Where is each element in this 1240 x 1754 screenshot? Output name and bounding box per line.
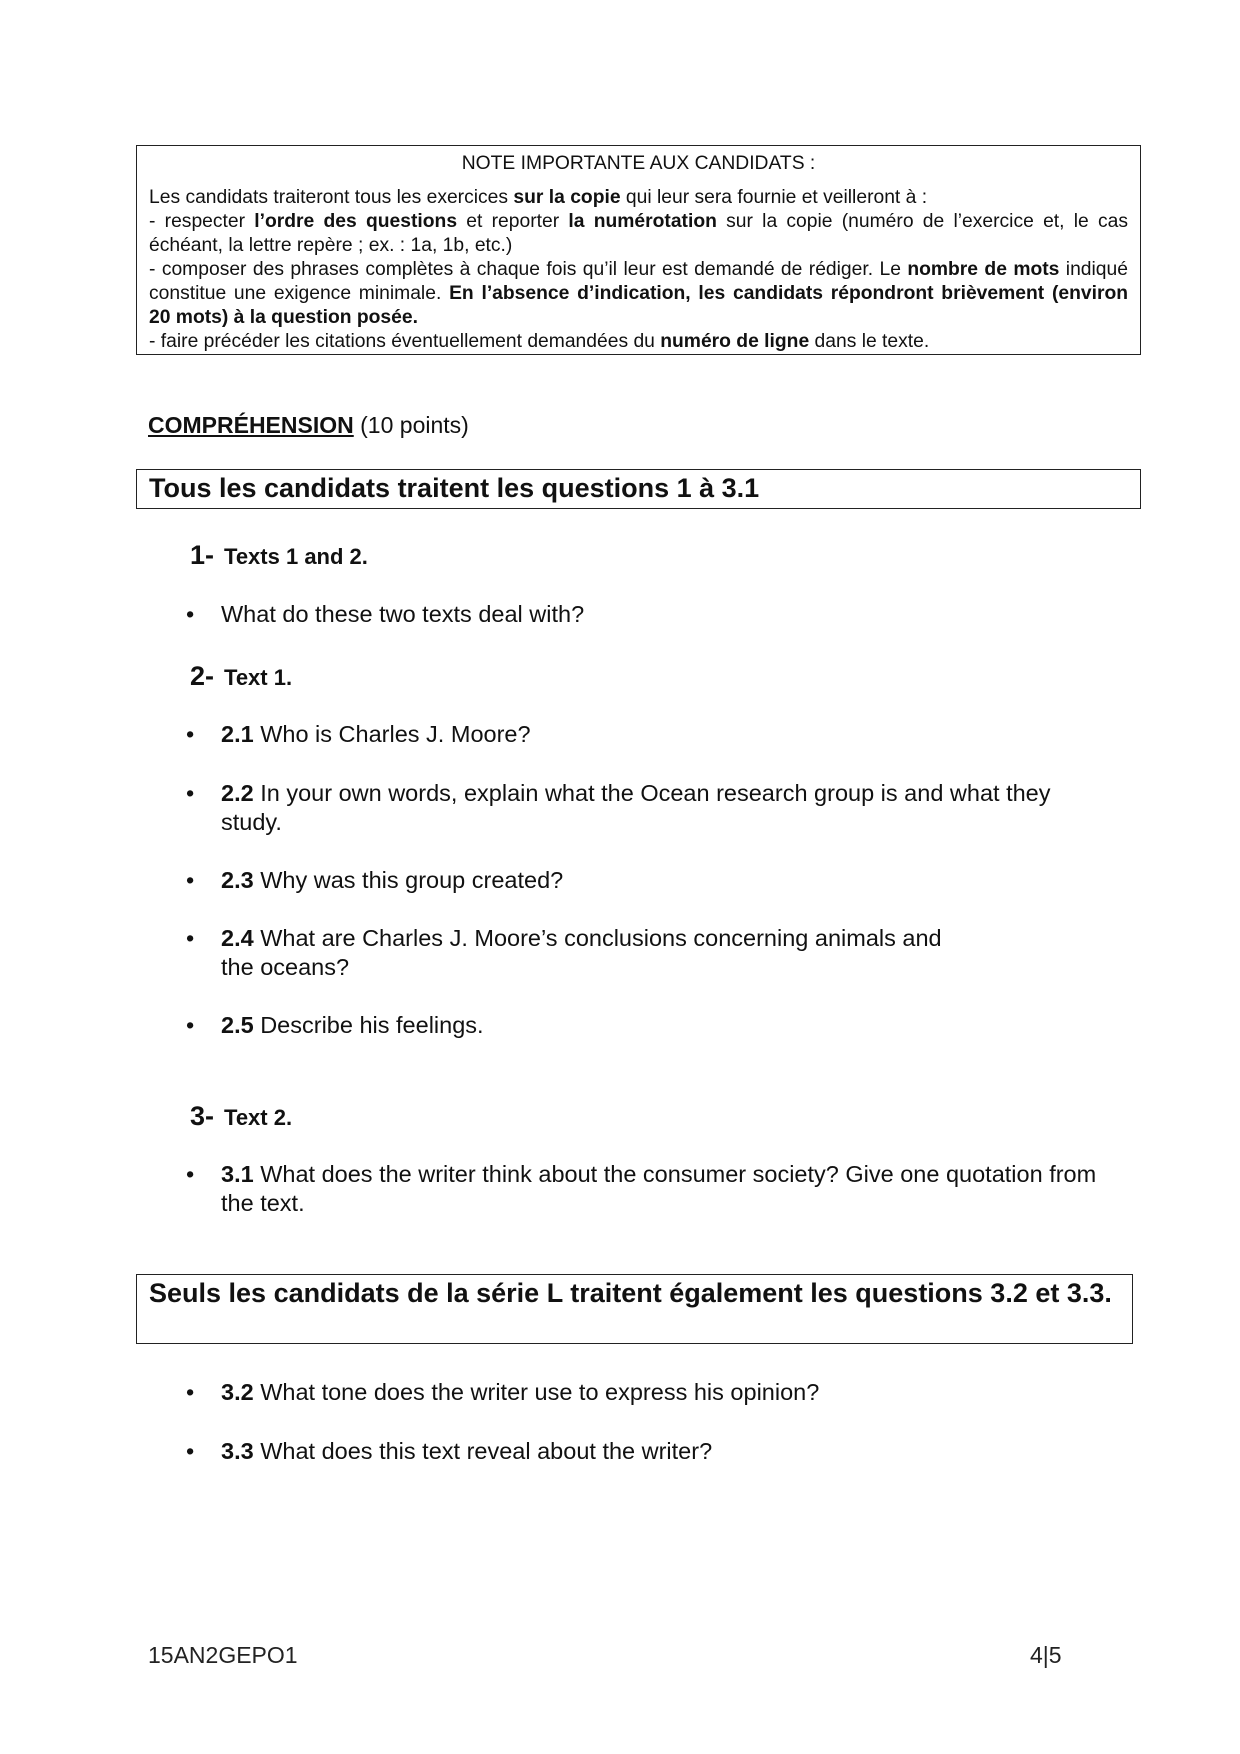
notice-text: sur la copie (numéro de l’exercice et, le cas échéant, la lettre repère ; ex. : 1a, 1b, etc.): [149, 211, 1129, 256]
notice-emphasis: nombre de mots: [907, 259, 1060, 280]
notice-text: Les candidats traiteront tous les exercices: [149, 187, 514, 208]
question-item: [186, 866, 1116, 895]
question-body: What does this text reveal about the writer?: [253, 1438, 713, 1464]
part-number: 2-: [190, 661, 215, 691]
part-heading: [190, 661, 292, 692]
question-text: [221, 1160, 1116, 1218]
question-text: [221, 866, 1116, 895]
question-number: 2.3: [221, 867, 254, 893]
notice-text: dans le texte.: [809, 331, 930, 352]
question-body: Describe his feelings.: [253, 1012, 484, 1038]
question-number: 2.5: [221, 1012, 254, 1038]
question-body: Who is Charles J. Moore?: [253, 721, 531, 747]
section-title: COMPRÉHENSION: [148, 412, 354, 438]
bullet-icon: •: [186, 780, 195, 806]
notice-text: - faire précéder les citations éventuellement demandées du: [149, 331, 661, 352]
bullet-icon: •: [186, 721, 195, 747]
part-number: 1-: [190, 540, 215, 570]
question-body: What does the writer think about the consumer society? Give one quotation from the text.: [221, 1161, 1097, 1216]
notice-box: [136, 145, 1141, 355]
question-body: In your own words, explain what the Ocean research group is and what they study.: [221, 780, 1051, 835]
question-item: [186, 1437, 1116, 1466]
question-text: [221, 720, 1116, 749]
notice-emphasis: numéro de ligne: [660, 331, 810, 352]
question-body: Why was this group created?: [253, 867, 564, 893]
question-item: [186, 1011, 1116, 1040]
section-heading: [148, 412, 469, 439]
banner-all-candidates: Tous les candidats traitent les questions 1 à 3.1: [136, 469, 1141, 509]
question-number: 3.3: [221, 1438, 254, 1464]
question-text: [221, 1437, 1116, 1466]
question-text: What do these two texts deal with?: [221, 601, 585, 627]
notice-title: NOTE IMPORTANTE AUX CANDIDATS :: [461, 153, 816, 174]
question-item: [186, 779, 1116, 837]
bullet-icon: •: [186, 867, 195, 893]
notice-rule-quotations: [149, 330, 1128, 354]
bullet-icon: •: [186, 601, 195, 627]
question-text: [221, 1378, 1116, 1407]
question-text: [221, 1011, 1116, 1040]
question-number: 3.1: [221, 1161, 254, 1187]
question-number: 2.2: [221, 780, 254, 806]
bullet-icon: •: [186, 1438, 195, 1464]
part-number: 3-: [190, 1101, 215, 1131]
question-number: 2.4: [221, 925, 254, 951]
notice-text: - composer des phrases complètes à chaque fois qu’il leur est demandé de rédiger. Le: [149, 259, 908, 280]
section-points: (10 points): [353, 412, 469, 438]
notice-rule-order: [149, 210, 1128, 258]
bullet-icon: •: [186, 1161, 195, 1187]
question-item: [186, 1378, 1116, 1407]
question-text: [221, 779, 1116, 837]
notice-rule-sentences: [149, 258, 1128, 330]
notice-text: - respecter: [149, 211, 255, 232]
question-item: [186, 720, 1116, 749]
notice-emphasis: En l’absence d’indication, les candidats répondront brièvement (environ 20 mots) à la question posée.: [149, 283, 1129, 328]
notice-emphasis: la numérotation: [568, 211, 717, 232]
notice-emphasis: l’ordre des questions: [254, 211, 458, 232]
bullet-icon: •: [186, 1012, 195, 1038]
question-number: 2.1: [221, 721, 254, 747]
footer-page-number: 4|5: [1030, 1642, 1062, 1668]
notice-intro: [149, 186, 1128, 210]
notice-text: indiqué constitue une exigence minimale.: [149, 259, 1128, 304]
part-label: Text 2.: [224, 1105, 293, 1130]
part-heading: [190, 540, 368, 571]
notice-text: qui leur sera fournie et veilleront à :: [620, 187, 928, 208]
question-body: What tone does the writer use to express his opinion?: [253, 1379, 820, 1405]
question-text: [221, 924, 976, 982]
bullet-icon: •: [186, 925, 195, 951]
part-label: Text 1.: [224, 665, 293, 690]
footer-code: 15AN2GEPO1: [148, 1642, 298, 1668]
question-number: 3.2: [221, 1379, 254, 1405]
part-label: Texts 1 and 2.: [224, 544, 368, 569]
question-body: What are Charles J. Moore’s conclusions concerning animals and the oceans?: [221, 925, 942, 980]
notice-text: et reporter: [457, 211, 569, 232]
bullet-icon: •: [186, 1379, 195, 1405]
question-item: [186, 600, 1116, 629]
question-item: [186, 1160, 1116, 1218]
part-heading: [190, 1101, 292, 1132]
banner-serie-l: Seuls les candidats de la série L traitent également les questions 3.2 et 3.3.: [136, 1274, 1133, 1344]
notice-emphasis: sur la copie: [513, 187, 621, 208]
question-item: [186, 924, 976, 982]
